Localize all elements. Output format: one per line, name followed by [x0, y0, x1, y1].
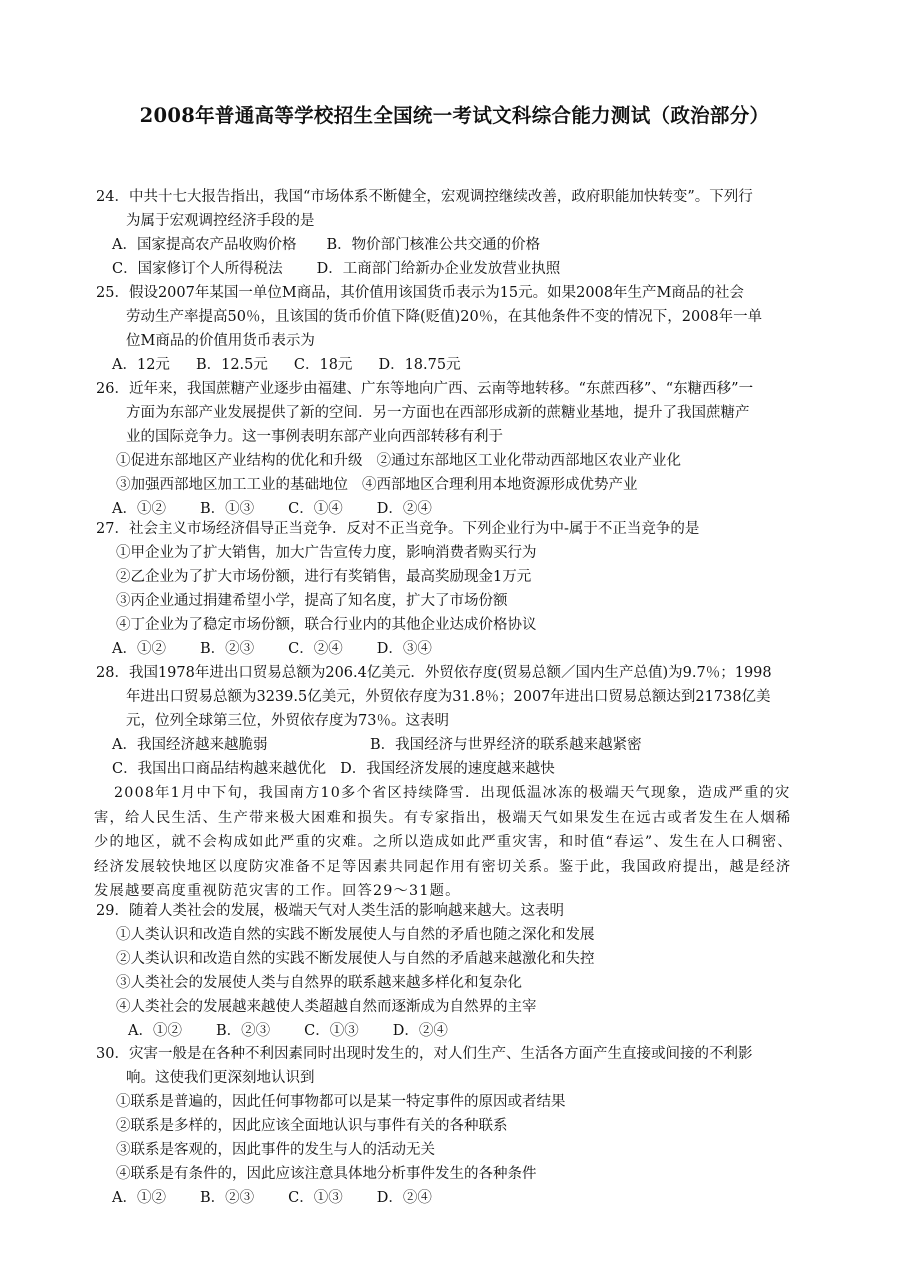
- option-row: [96, 257, 849, 281]
- option-a: A．①②: [112, 501, 166, 517]
- question-stem: 28．我国1978年进出口贸易总额为206.4亿美元．外贸依存度(贸易总额／国内生产总值)为9.7％；1998: [96, 665, 772, 681]
- option-a: A．12元: [112, 357, 170, 373]
- statement-row: [96, 473, 849, 497]
- question-26: [96, 377, 849, 521]
- option-c: C．①④: [288, 501, 343, 517]
- option-c: C．①③: [304, 1023, 359, 1039]
- statement-4: ④丁企业为了稳定市场份额，联合行业内的其他企业达成价格协议: [116, 617, 537, 633]
- question-stem: 年进出口贸易总额为3239.5亿美元，外贸依存度为31.8％；2007年进出口贸易总额达到21738亿美: [126, 689, 771, 705]
- question-29: [96, 899, 849, 1043]
- question-stem: 25．假设2007年某国一单位M商品，其价值用该国货币表示为15元。如果2008年生产M商品的社会: [96, 285, 744, 301]
- question-stem: 元，位列全球第三位，外贸依存度为73％。这表明: [126, 713, 449, 729]
- option-d: D．18.75元: [378, 357, 461, 373]
- option-d: D．③④: [376, 641, 432, 657]
- question-stem: 27．社会主义市场经济倡导正当竞争．反对不正当竞争。下列企业行为中-属于不正当竞争的是: [96, 521, 700, 537]
- statement-1: ①联系是普遍的，因此任何事物都可以是某一特定事件的原因或者结果: [116, 1094, 566, 1110]
- option-c: C．我国出口商品结构越来越优化: [112, 761, 327, 777]
- passage-line: 发展越要高度重视防范灾害的工作。回答29～31题。: [94, 883, 461, 899]
- statement-3: ③人类社会的发展使人类与自然界的联系越来越多样化和复杂化: [116, 975, 522, 991]
- option-b: B．②③: [215, 1023, 271, 1039]
- question-25: [96, 281, 849, 377]
- question-stem: 业的国际竞争力。这一事例表明东部产业向西部转移有利于: [126, 429, 503, 445]
- option-row: [96, 353, 849, 377]
- statement-4: ④西部地区合理利用本地资源形成优势产业: [362, 477, 638, 493]
- question-stem: 24．中共十七大报告指出，我国“市场体系不断健全，宏观调控继续改善，政府职能加快转变”。下列行: [96, 189, 753, 205]
- statement-4: ④人类社会的发展越来越使人类超越自然而逐渐成为自然界的主宰: [116, 999, 537, 1015]
- option-a: A．我国经济越来越脆弱: [112, 737, 268, 753]
- question-30: [96, 1042, 849, 1210]
- option-b: B．①③: [199, 501, 255, 517]
- option-c: C．国家修订个人所得税法: [112, 261, 283, 277]
- question-27: [96, 517, 849, 661]
- exam-title: 2008年普通高等学校招生全国统一考试文科综合能力测试（政治部分）: [139, 104, 770, 127]
- question-stem: 为属于宏观调控经济手段的是: [126, 213, 315, 229]
- option-c: C．②④: [288, 641, 343, 657]
- statement-3: ③加强西部地区加工工业的基础地位: [116, 477, 348, 493]
- question-stem: 位M商品的价值用货币表示为: [126, 333, 315, 349]
- option-d: D．②④: [376, 1190, 432, 1206]
- statement-2: ②人类认识和改造自然的实践不断发展使人与自然的矛盾越来越激化和失控: [116, 951, 595, 967]
- question-stem: 29．随着人类社会的发展，极端天气对人类生活的影响越来越大。这表明: [96, 903, 564, 919]
- statement-3: ③联系是客观的，因此事件的发生与人的活动无关: [116, 1142, 435, 1158]
- passage-line: 经济发展较快地区以度防灾准备不足等因素共同起作用有密切关系。鉴于此，我国政府提出，越是经济: [94, 858, 792, 875]
- option-b: B．12.5元: [195, 357, 268, 373]
- question-stem: 劳动生产率提高50％，且该国的货币价值下降(贬值)20％，在其他条件不变的情况下，2008年一单: [126, 309, 763, 325]
- question-stem: 26．近年来，我国蔗糖产业逐步由福建、广东等地向广西、云南等地转移。“东蔗西移”、“东糖西移”一: [96, 381, 754, 397]
- passage-line: 少的地区，就不会构成如此严重的灾难。之所以造成如此严重灾害，和时值“春运”、发生在人口稠密、: [94, 834, 793, 850]
- option-c: C．①③: [288, 1190, 343, 1206]
- statement-1: ①促进东部地区产业结构的优化和升级: [116, 453, 363, 469]
- passage-line: 害，给人民生活、生产带来极大困难和损失。有专家指出，极端天气如果发生在远古或者发生在人烟稀: [94, 809, 792, 826]
- option-row: [96, 1019, 849, 1043]
- question-stem: 响。这使我们更深刻地认识到: [126, 1070, 315, 1086]
- option-a: A．①②: [112, 641, 166, 657]
- question-28: [96, 661, 849, 781]
- option-row: [96, 733, 849, 757]
- option-b: B．②③: [199, 1190, 255, 1206]
- option-row: [96, 1186, 849, 1210]
- option-b: B．物价部门核准公共交通的价格: [326, 237, 541, 253]
- statement-row: [96, 449, 849, 473]
- passage-line: 2008年1月中下旬，我国南方10多个省区持续降雪．出现低温冰冻的极端天气现象，造成严重的灾: [114, 785, 791, 801]
- option-d: D．工商部门给新办企业发放营业执照: [316, 261, 561, 277]
- option-b: B．我国经济与世界经济的联系越来越紧密: [370, 737, 642, 753]
- question-stem: 30．灾害一般是在各种不利因素同时出现时发生的，对人们生产、生活各方面产生直接或间接的不利影: [96, 1046, 753, 1062]
- option-d: D．②④: [392, 1023, 448, 1039]
- reading-passage: [94, 781, 839, 904]
- option-c: C．18元: [293, 357, 353, 373]
- option-a: A．①②: [112, 1190, 166, 1206]
- question-stem: 方面为东部产业发展提供了新的空间．另一方面也在西部形成新的蔗糖业基地，提升了我国蔗糖产: [126, 405, 750, 421]
- option-d: D．我国经济发展的速度越来越快: [340, 761, 555, 777]
- option-b: B．②③: [199, 641, 255, 657]
- statement-2: ②联系是多样的，因此应该全面地认识与事件有关的各种联系: [116, 1118, 508, 1134]
- option-row: [96, 233, 849, 257]
- statement-3: ③丙企业通过捐建希望小学，提高了知名度，扩大了市场份额: [116, 593, 508, 609]
- statement-4: ④联系是有条件的，因此应该注意具体地分析事件发生的各种条件: [116, 1166, 537, 1182]
- statement-2: ②通过东部地区工业化带动西部地区农业产业化: [376, 453, 681, 469]
- statement-1: ①甲企业为了扩大销售，加大广告宣传力度，影响消费者购买行为: [116, 545, 537, 561]
- option-row: [96, 637, 849, 661]
- option-row: [96, 757, 849, 781]
- statement-2: ②乙企业为了扩大市场份额，进行有奖销售，最高奖励现金1万元: [116, 569, 532, 585]
- statement-1: ①人类认识和改造自然的实践不断发展使人与自然的矛盾也随之深化和发展: [116, 927, 595, 943]
- question-24: [96, 185, 849, 281]
- option-a: A．①②: [128, 1023, 182, 1039]
- option-a: A．国家提高农产品收购价格: [112, 237, 297, 253]
- option-d: D．②④: [376, 501, 432, 517]
